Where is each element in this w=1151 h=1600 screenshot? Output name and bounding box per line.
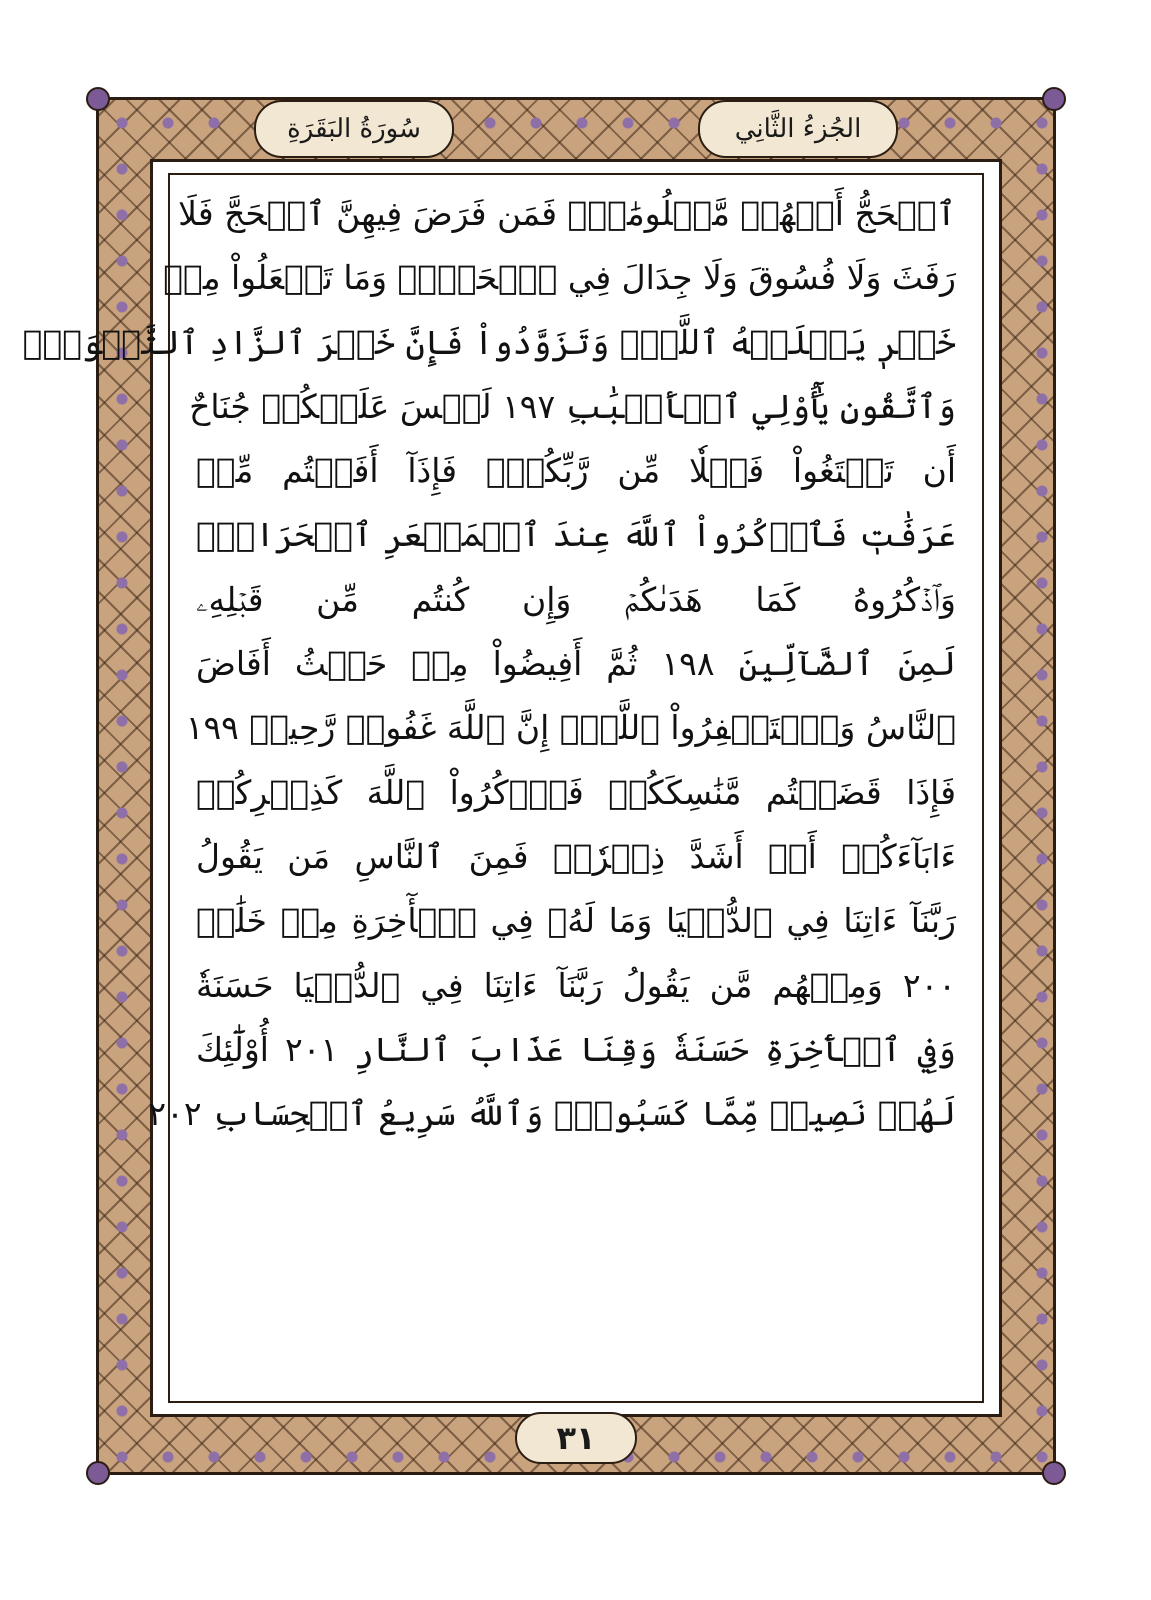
verse-line: ءَابَآءَكُمۡ أَوۡ أَشَدَّ ذِكۡرٗاۗ فَمِنَ ٱلنَّاسِ مَن يَقُولُ (196, 836, 956, 876)
corner-ornament-icon (1042, 1461, 1066, 1485)
verse-line: وَفِي ٱلۡأٓخِرَةِ حَسَنَةٗ وَقِنَا عَذَابَ ٱلنَّارِ ٢٠١ أُوْلَٰٓئِكَ (196, 1029, 956, 1069)
verse-line: خَيۡرٖ يَعۡلَمۡهُ ٱللَّهُۗ وَتَزَوَّدُواْ فَإِنَّ خَيۡرَ ٱلزَّادِ ٱلتَّقۡوَىٰۖ (22, 322, 956, 362)
corner-ornament-icon (86, 1461, 110, 1485)
verse-line: عَرَفَٰتٖ فَٱذۡكُرُواْ ٱللَّهَ عِندَ ٱلۡمَشۡعَرِ ٱلۡحَرَامِۖ (196, 515, 956, 555)
verse-line: لَهُمۡ نَصِيبٞ مِّمَّا كَسَبُواْۚ وَٱللَّهُ سَرِيعُ ٱلۡحِسَابِ ٢٠٢ (148, 1094, 956, 1134)
verse-line: ٢٠٠ وَمِنۡهُم مَّن يَقُولُ رَبَّنَآ ءَاتِنَا فِي ٱلدُّنۡيَا حَسَنَةٗ (196, 965, 956, 1005)
verse-line: لَمِنَ ٱلضَّآلِّينَ ١٩٨ ثُمَّ أَفِيضُواْ مِنۡ حَيۡثُ أَفَاضَ (196, 644, 956, 684)
corner-ornament-icon (86, 87, 110, 111)
verse-line: ٱلۡحَجُّ أَشۡهُرٞ مَّعۡلُومَٰتٞۚ فَمَن فَرَضَ فِيهِنَّ ٱلۡحَجَّ فَلَا (178, 194, 956, 233)
verse-line: وَٱذۡكُرُوهُ كَمَا هَدَىٰكُمۡ وَإِن كُنتُم مِّن قَبۡلِهِۦ (196, 579, 956, 619)
page-number: ٣١ (515, 1412, 637, 1464)
juz-label: الجُزءُ الثَّانِي (698, 100, 898, 158)
verse-line: ٱلنَّاسُ وَٱسۡتَغۡفِرُواْ ٱللَّهَۚ إِنَّ ٱللَّهَ غَفُورٞ رَّحِيمٞ ١٩٩ (185, 708, 956, 748)
verse-line: فَإِذَا قَضَيۡتُم مَّنَٰسِكَكُمۡ فَٱذۡكُرُواْ ٱللَّهَ كَذِكۡرِكُمۡ (196, 772, 956, 812)
corner-ornament-icon (1042, 87, 1066, 111)
verse-line: أَن تَبۡتَغُواْ فَضۡلٗا مِّن رَّبِّكُمۡۚ فَإِذَآ أَفَضۡتُم مِّنۡ (196, 451, 956, 491)
verse-line: رَفَثَ وَلَا فُسُوقَ وَلَا جِدَالَ فِي ٱلۡحَجِّۗ وَمَا تَفۡعَلُواْ مِنۡ (163, 258, 956, 298)
verse-line: رَبَّنَآ ءَاتِنَا فِي ٱلدُّنۡيَا وَمَا لَهُۥ فِي ٱلۡأٓخِرَةِ مِنۡ خَلَٰقٖ (196, 901, 956, 941)
verse-line: وَٱتَّقُونِ يَٰٓأُوْلِي ٱلۡأَلۡبَٰبِ ١٩٧ لَيۡسَ عَلَيۡكُمۡ جُنَاحٌ (189, 386, 956, 426)
surah-label: سُورَةُ البَقَرَةِ (254, 100, 454, 158)
verse-text (22, 182, 956, 1146)
